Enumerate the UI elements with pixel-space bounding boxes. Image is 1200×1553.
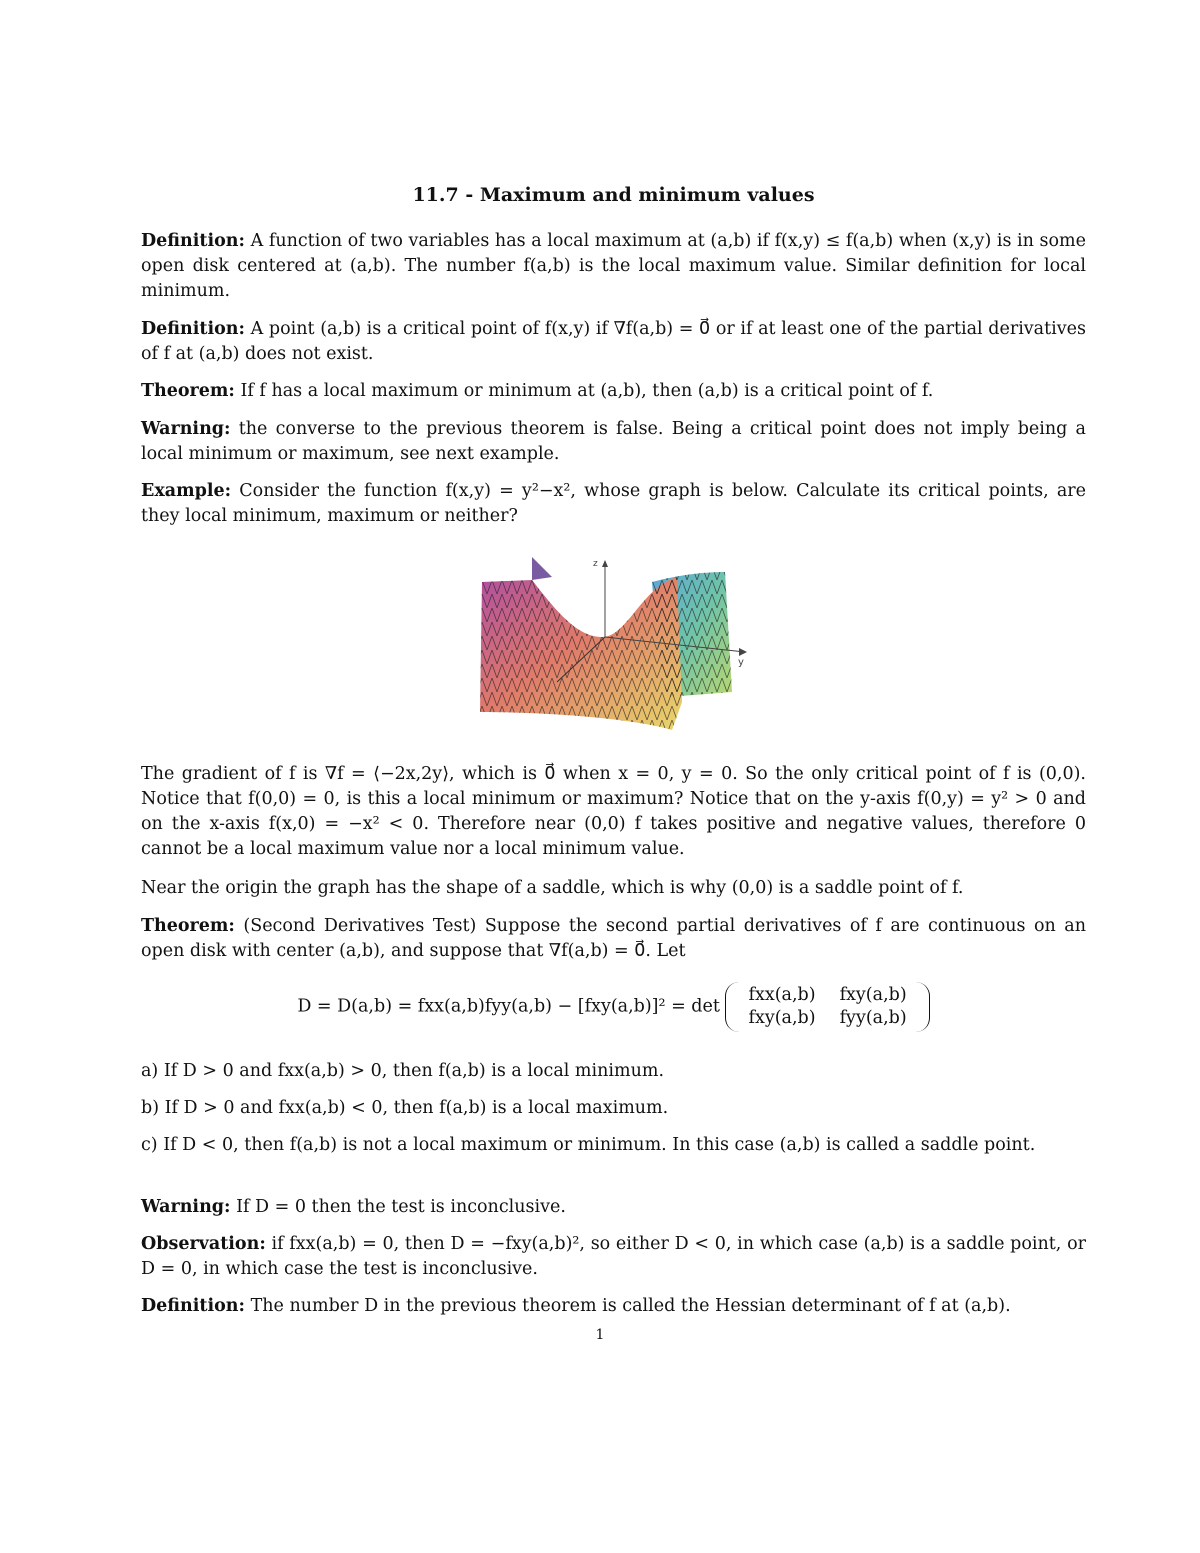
definition-label: Definition: [141,1296,245,1316]
definition-critical-point [141,317,1086,367]
theorem-label: Theorem: [141,916,235,936]
theorem-label: Theorem: [141,381,235,401]
page-number: 1 [595,1327,605,1343]
matrix-cell: fyy(a,b) [839,1008,907,1028]
matrix-cell: fxy(a,b) [839,985,907,1005]
surface-top-edge [532,557,552,580]
warning-inconclusive [141,1195,1086,1220]
y-axis-label: y [738,657,744,668]
case-c: c) If D < 0, then f(a,b) is not a local maximum or minimum. In this case (a,b) is called a saddle point. [141,1135,1036,1155]
warning-text: the converse to the previous theorem is false. Being a critical point does not imply being a local minimum or maximum, see next example. [141,419,1086,464]
warning-label: Warning: [141,1197,231,1217]
definition-hessian [141,1294,1086,1319]
case-b: b) If D > 0 and fxx(a,b) < 0, then f(a,b) is a local maximum. [141,1098,669,1118]
definition-label: Definition: [141,231,245,251]
matrix-cell: fxy(a,b) [748,1008,816,1028]
hessian-equation [141,982,1086,1032]
y-axis-arrow [739,648,747,656]
saddle-surface-graph [477,552,757,732]
gradient-paragraph: The gradient of f is ∇f = ⟨−2x,2y⟩, which is 0⃗ when x = 0, y = 0. So the only critical point of f is (0,0). Notice that f(0,0) = 0, is this a local minimum or maximum? Notice that on the y-axis f(0,y) = y² > 0 and on the x-axis f(x,0) = −x² < 0. Therefore near (0,0) f takes positive and negative values, therefore 0 cannot be a local maximum value nor a local minimum value. [141,764,1086,859]
z-axis-arrow [602,560,608,567]
saddle-paragraph: Near the origin the graph has the shape of a saddle, which is why (0,0) is a saddle point of f. [141,878,964,898]
z-axis-label: z [593,559,598,569]
example-label: Example: [141,481,232,501]
page-title: 11.7 - Maximum and minimum values [412,184,815,206]
observation-label: Observation: [141,1234,266,1254]
definition-text: A point (a,b) is a critical point of f(x,y) if ∇f(a,b) = 0⃗ or if at least one of the partial derivatives of f at (a,b) does not exist. [141,319,1086,364]
observation-text: if fxx(a,b) = 0, then D = −fxy(a,b)², so either D < 0, in which case (a,b) is a saddle point, or D = 0, in which case the test is inconclusive. [141,1234,1086,1279]
case-a: a) If D > 0 and fxx(a,b) > 0, then f(a,b) is a local minimum. [141,1061,665,1081]
warning-label: Warning: [141,419,231,439]
example-text: Consider the function f(x,y) = y²−x², whose graph is below. Calculate its critical points, are they local minimum, maximum or neither? [141,481,1086,526]
theorem-critical [141,379,1086,404]
observation [141,1232,1086,1282]
equation-lhs: D = D(a,b) = fxx(a,b)fyy(a,b) − [fxy(a,b)]² = det [297,996,720,1017]
warning-converse [141,417,1086,467]
warning-text: If D = 0 then the test is inconclusive. [236,1197,566,1217]
definition-text: The number D in the previous theorem is called the Hessian determinant of f at (a,b). [250,1296,1011,1316]
theorem-text: If f has a local maximum or minimum at (a,b), then (a,b) is a critical point of f. [240,381,934,401]
definition-label: Definition: [141,319,245,339]
example [141,479,1086,529]
theorem-text: (Second Derivatives Test) Suppose the second partial derivatives of f are continuous on an open disk with center (a,b), and suppose that ∇f(a,b) = 0⃗. Let [141,916,1086,961]
definition-text: A function of two variables has a local maximum at (a,b) if f(x,y) ≤ f(a,b) when (x,y) is in some open disk centered at (a,b). The number f(a,b) is the local maximum value. Similar definition for local minimum. [141,231,1086,301]
theorem-second-derivative [141,914,1086,964]
definition-local-max [141,229,1086,304]
hessian-matrix [725,982,929,1032]
matrix-cell: fxx(a,b) [748,985,816,1005]
